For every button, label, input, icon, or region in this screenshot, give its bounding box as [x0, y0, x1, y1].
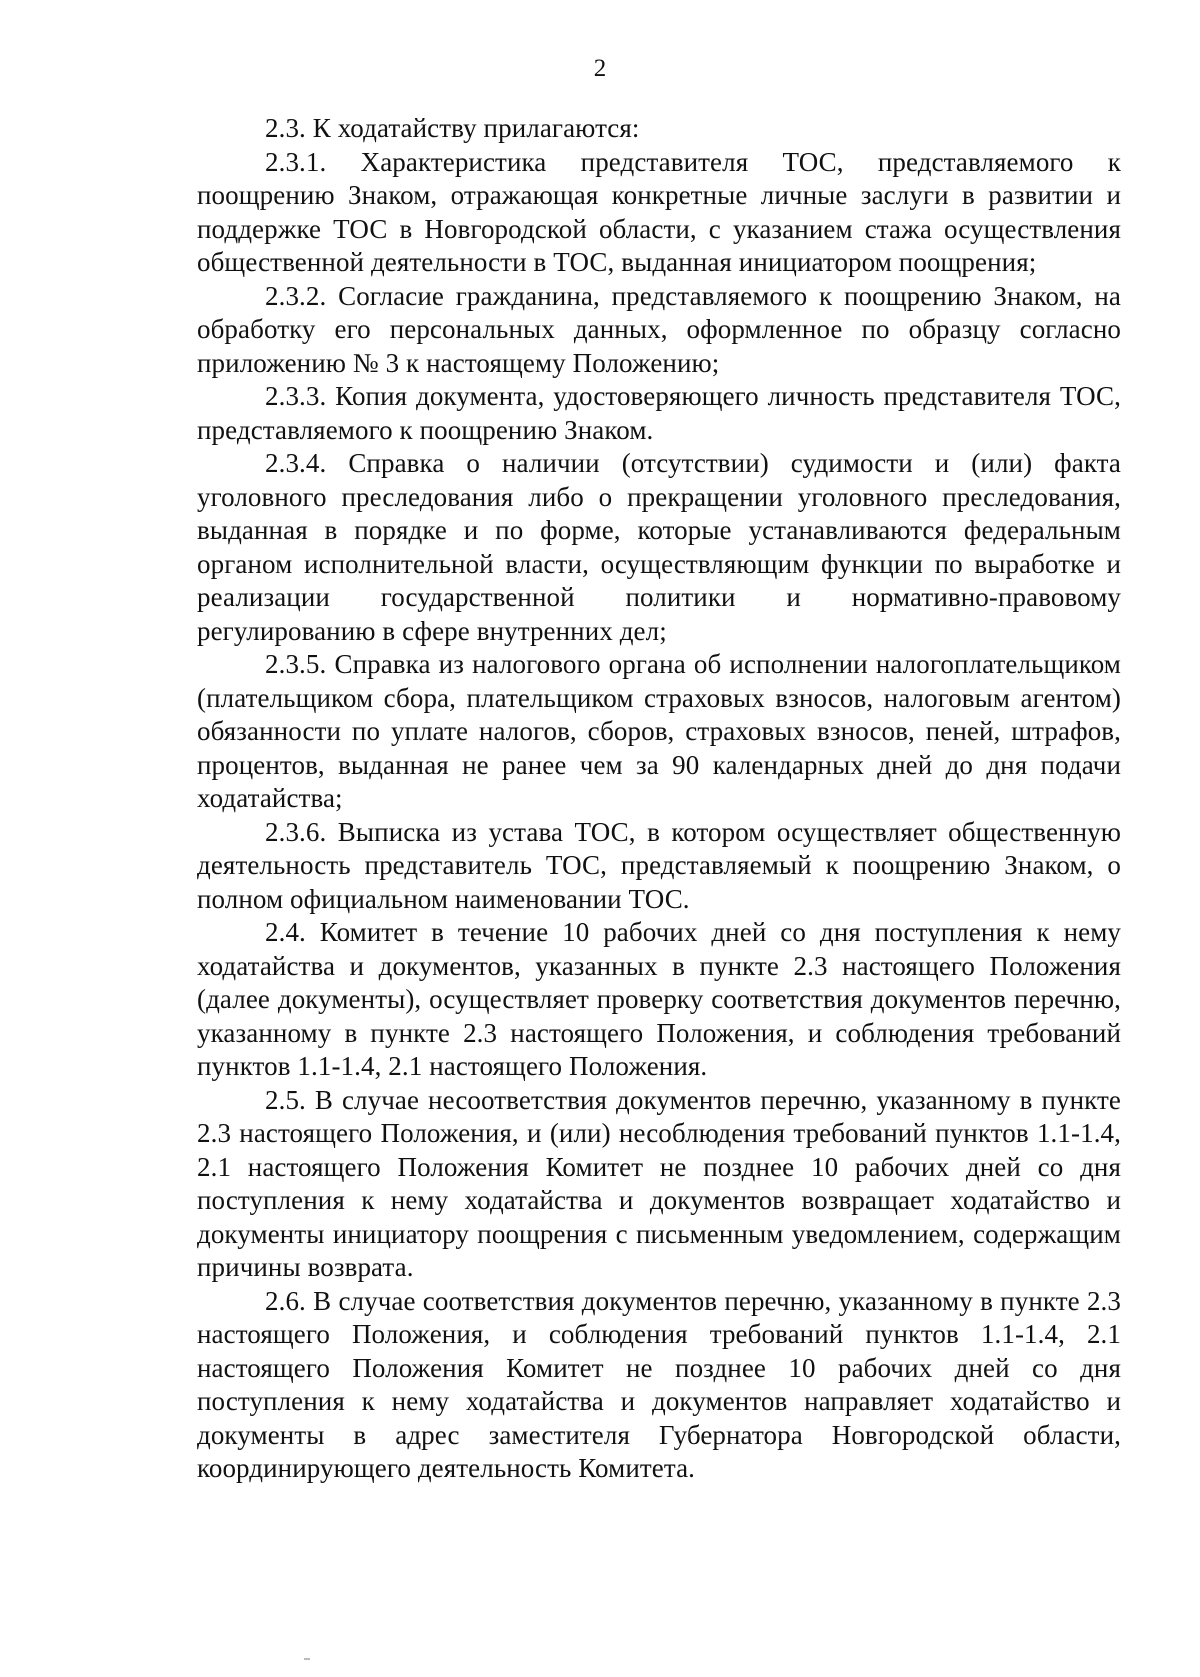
scan-speck: [304, 1658, 310, 1660]
paragraph-2-6: 2.6. В случае соответствия документов перечню, указанному в пункте 2.3 настоящего Положения, и соблюдения требований пунктов 1.1-1.4, 2.1 настоящего Положения Комитет не позднее 10 рабочих дней со дня поступления к нему ходатайства и документов направляет ходатайство и документы в адрес заместителя Губернатора Новгородской области, координирующего деятельность Комитета.: [197, 1285, 1121, 1483]
paragraph-2-4: 2.4. Комитет в течение 10 рабочих дней со дня поступления к нему ходатайства и документов, указанных в пункте 2.3 настоящего Положения (далее документы), осуществляет проверку соответствия документов перечню, указанному в пункте 2.3 настоящего Положения, и соблюдения требований пунктов 1.1-1.4, 2.1 настоящего Положения.: [197, 917, 1121, 1081]
paragraph-2-3-6: 2.3.6. Выписка из устава ТОС, в котором осуществляет общественную деятельность представитель ТОС, представляемый к поощрению Знаком, о полном официальном наименовании ТОС.: [197, 816, 1121, 914]
paragraph-2-5: 2.5. В случае несоответствия документов перечню, указанному в пункте 2.3 настоящего Положения, и (или) несоблюдения требований пунктов 1.1-1.4, 2.1 настоящего Положения Комитет не позднее 10 рабочих дней со дня поступления к нему ходатайства и документов возвращает ходатайство и документы инициатору поощрения с письменным уведомлением, содержащим причины возврата.: [197, 1084, 1121, 1282]
paragraph-2-3: 2.3. К ходатайству прилагаются:: [265, 113, 640, 143]
document-body: [197, 112, 1121, 1486]
paragraph-2-3-5: 2.3.5. Справка из налогового органа об исполнении налогоплательщиком (плательщиком сбора, плательщиком страховых взносов, налоговым агентом) обязанности по уплате налогов, сборов, страховых взносов, пеней, штрафов, процентов, выданная не ранее чем за 90 календарных дней до дня подачи ходатайства;: [197, 649, 1121, 813]
page-number: 2: [593, 55, 607, 82]
paragraph-2-3-4: 2.3.4. Справка о наличии (отсутствии) судимости и (или) факта уголовного преследования либо о прекращении уголовного преследования, выданная в порядке и по форме, которые устанавливаются федеральным органом исполнительной власти, осуществляющим функции по выработке и реализации государственной политики и нормативно-правовому регулированию в сфере внутренних дел;: [197, 448, 1121, 646]
paragraph-2-3-1: 2.3.1. Характеристика представителя ТОС, представляемого к поощрению Знаком, отражающая конкретные личные заслуги в развитии и поддержке ТОС в Новгородской области, с указанием стажа осуществления общественной деятельности в ТОС, выданная инициатором поощрения;: [197, 146, 1121, 277]
paragraph-2-3-2: 2.3.2. Согласие гражданина, представляемого к поощрению Знаком, на обработку его персональных данных, оформленное по образцу согласно приложению № 3 к настоящему Положению;: [197, 280, 1121, 378]
paragraph-2-3-3: 2.3.3. Копия документа, удостоверяющего личность представителя ТОС, представляемого к поощрению Знаком.: [197, 381, 1121, 445]
